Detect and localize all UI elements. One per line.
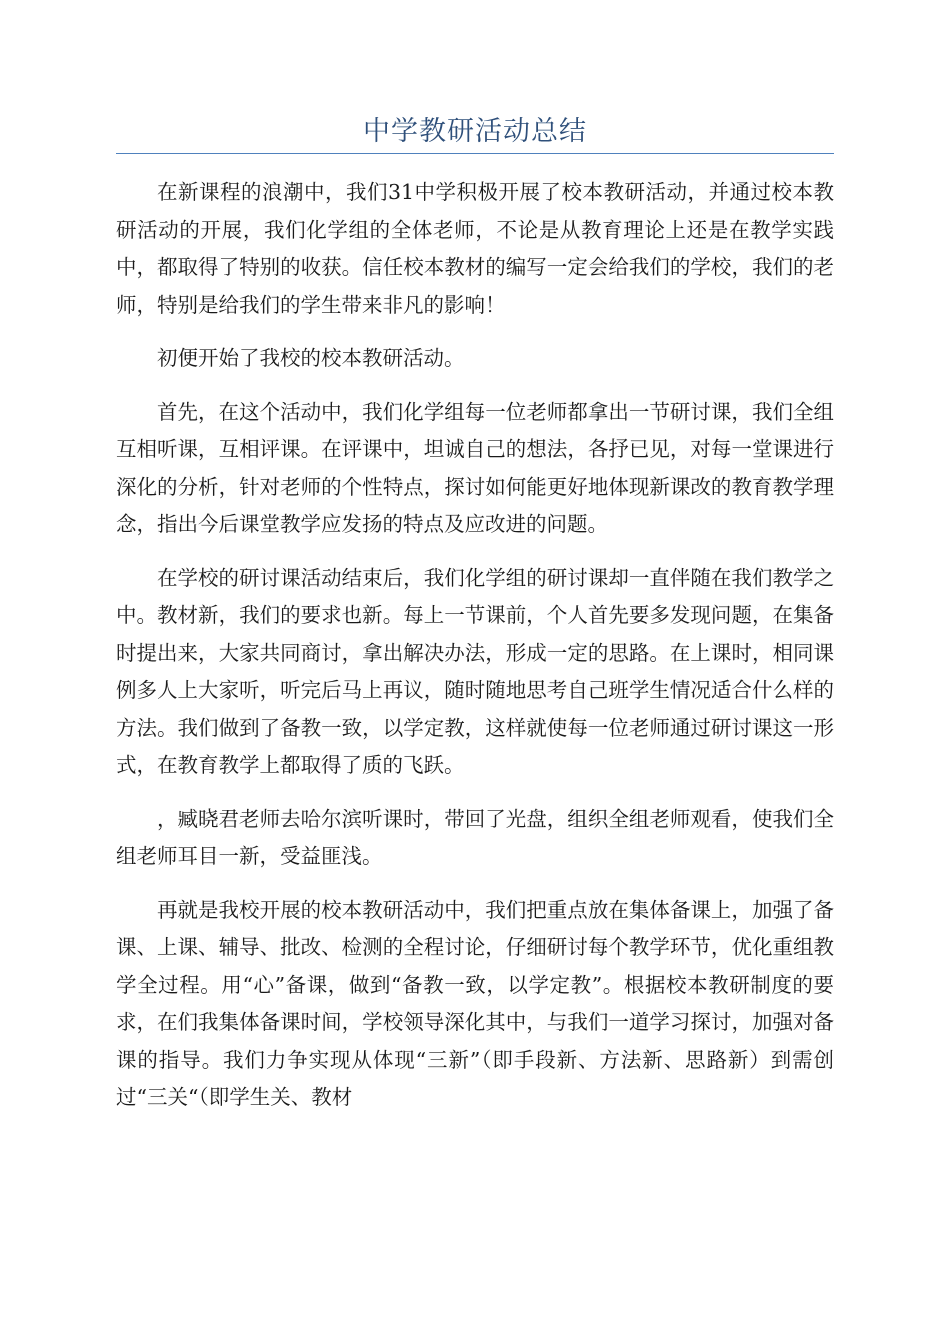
- paragraph-5: ，臧晓君老师去哈尔滨听课时，带回了光盘，组织全组老师观看，使我们全组老师耳目一新，受益匪浅。: [116, 806, 834, 868]
- title-underline: [116, 153, 834, 154]
- page-title: 中学教研活动总结: [363, 116, 587, 147]
- paragraph-6: 再就是我校开展的校本教研活动中，我们把重点放在集体备课上，加强了备课、上课、辅导、批改、检测的全程讨论，仔细研讨每个教学环节，优化重组教学全过程。用“心”备课，做到“备教一致，以学定教”。根据校本教研制度的要求，在们我集体备课时间，学校领导深化其中，与我们一道学习探讨，加强对备课的指导。我们力争实现从体现“三新”（即手段新、方法新、思路新）到需创过“三关“（即学生关、教材: [116, 897, 834, 1109]
- document-body: [116, 174, 834, 1133]
- paragraph-3: 首先，在这个活动中，我们化学组每一位老师都拿出一节研讨课，我们全组互相听课，互相评课。在评课中，坦诚自己的想法，各抒已见，对每一堂课进行深化的分析，针对老师的个性特点，探讨如何能更好地体现新课改的教育教学理念，指出今后课堂教学应发扬的特点及应改进的问题。: [116, 399, 834, 536]
- paragraph-2: 初便开始了我校的校本教研活动。: [157, 346, 465, 370]
- paragraph-1: 在新课程的浪潮中，我们31中学积极开展了校本教研活动，并通过校本教研活动的开展，我们化学组的全体老师，不论是从教育理论上还是在教学实践中，都取得了特别的收获。信任校本教材的编写一定会给我们的学校，我们的老师，特别是给我们的学生带来非凡的影响！: [116, 180, 834, 317]
- paragraph-4: 在学校的研讨课活动结束后，我们化学组的研讨课却一直伴随在我们教学之中。教材新，我们的要求也新。每上一节课前，个人首先要多发现问题，在集备时提出来，大家共同商讨，拿出解决办法，形成一定的思路。在上课时，相同课例多人上大家听，听完后马上再议，随时随地思考自己班学生情况适合什么样的方法。我们做到了备教一致，以学定教，这样就使每一位老师通过研讨课这一形式，在教育教学上都取得了质的飞跃。: [116, 565, 834, 777]
